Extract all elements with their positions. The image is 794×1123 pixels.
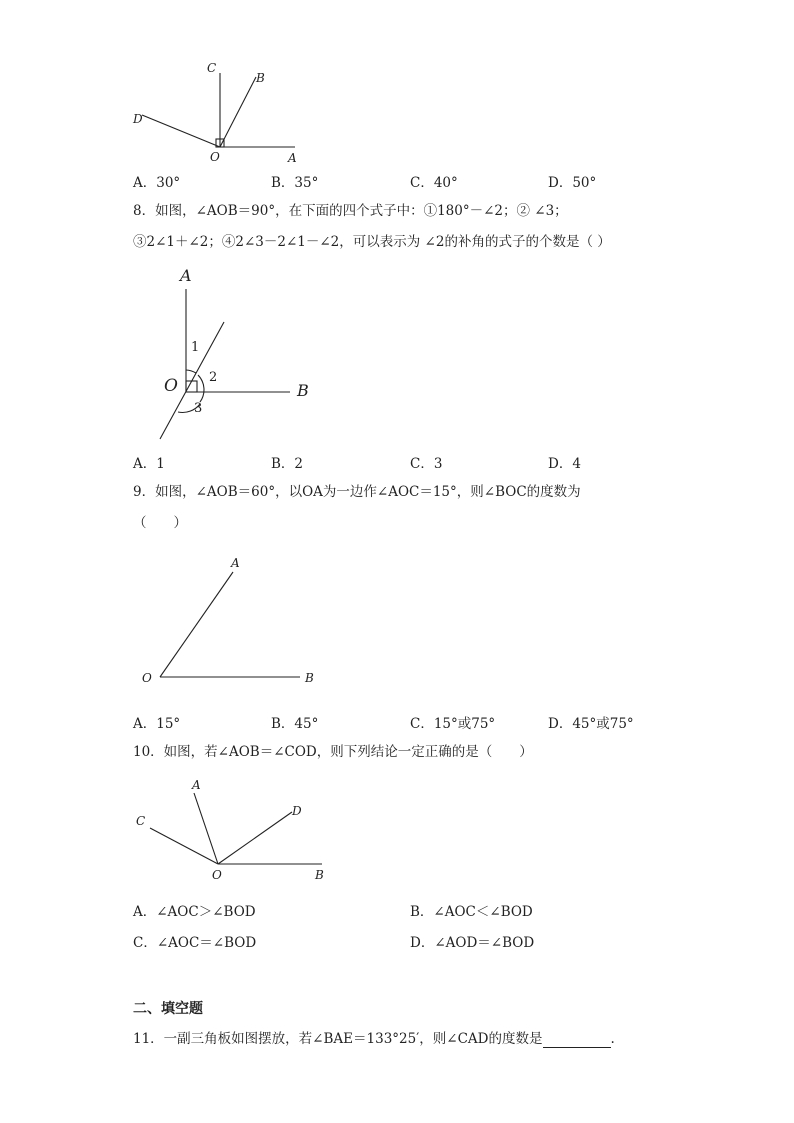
answer-blank[interactable] (543, 1033, 611, 1048)
label-angle-2: 2 (209, 370, 218, 385)
q10-option-c[interactable]: C．∠AOC＝∠BOD (133, 935, 257, 951)
q11-text: 11．一副三角板如图摆放，若∠BAE＝133°25′，则∠CAD的度数是 (133, 1031, 543, 1047)
angle-2-arc (198, 375, 204, 402)
ray-ob (220, 77, 256, 147)
label-a: A (288, 151, 297, 165)
label-b: B (256, 71, 265, 85)
q8-figure (150, 262, 330, 447)
section-title: 二、填空题 (133, 1001, 203, 1017)
label-d: D (133, 112, 143, 126)
q8-stem-line1: 8．如图，∠AOB＝90°，在下面的四个式子中：①180°－∠2；② ∠3； (133, 203, 568, 219)
label-o: O (212, 868, 222, 882)
label-a: A (180, 266, 192, 285)
q9-figure (138, 550, 328, 690)
label-b: B (305, 671, 314, 685)
q7-option-c[interactable]: C．40° (410, 175, 458, 191)
q7-option-b[interactable]: B．35° (271, 175, 319, 191)
label-c: C (207, 61, 217, 75)
label-a: A (231, 556, 240, 570)
label-angle-1: 1 (191, 340, 200, 355)
ray-od (142, 115, 220, 147)
q11-end: . (610, 1031, 615, 1047)
q8-option-b[interactable]: B．2 (271, 456, 304, 472)
right-angle-mark (186, 381, 197, 392)
q9-stem-line1: 9．如图，∠AOB＝60°，以OA为一边作∠AOC＝15°，则∠BOC的度数为 (133, 484, 581, 500)
q7-figure (120, 55, 320, 170)
label-angle-3: 3 (194, 401, 203, 416)
q8-option-d[interactable]: D．4 (548, 456, 581, 472)
q11-stem (133, 1030, 615, 1048)
angle-1-arc (186, 370, 196, 373)
q7-option-a[interactable]: A．30° (133, 175, 181, 191)
q8-option-a[interactable]: A．1 (133, 456, 165, 472)
q9-option-b[interactable]: B．45° (271, 716, 319, 732)
q9-stem-line2: （ ） (133, 515, 187, 531)
ray-od (218, 812, 292, 864)
label-o: O (210, 150, 220, 164)
label-b: B (315, 868, 324, 882)
label-o: O (164, 376, 178, 396)
q9-option-d[interactable]: D．45°或75° (548, 716, 634, 732)
q9-option-a[interactable]: A．15° (133, 716, 181, 732)
q10-option-d[interactable]: D．∠AOD＝∠BOD (410, 935, 535, 951)
q8-stem-line2: ③2∠1＋∠2；④2∠3－2∠1－∠2，可以表示为 ∠2的补角的式子的个数是（ ） (133, 234, 611, 250)
ray-oa (160, 572, 233, 677)
q9-option-c[interactable]: C．15°或75° (410, 716, 496, 732)
label-o: O (142, 671, 152, 685)
q10-stem: 10．如图，若∠AOB＝∠COD，则下列结论一定正确的是（ ） (133, 744, 533, 760)
q10-option-a[interactable]: A．∠AOC＞∠BOD (133, 904, 256, 920)
label-b: B (297, 381, 309, 400)
label-d: D (292, 804, 302, 818)
q10-figure (132, 776, 332, 886)
q7-option-d[interactable]: D．50° (548, 175, 597, 191)
q8-option-c[interactable]: C．3 (410, 456, 443, 472)
q10-option-b[interactable]: B．∠AOC＜∠BOD (410, 904, 533, 920)
label-a: A (192, 778, 201, 792)
label-c: C (136, 814, 146, 828)
